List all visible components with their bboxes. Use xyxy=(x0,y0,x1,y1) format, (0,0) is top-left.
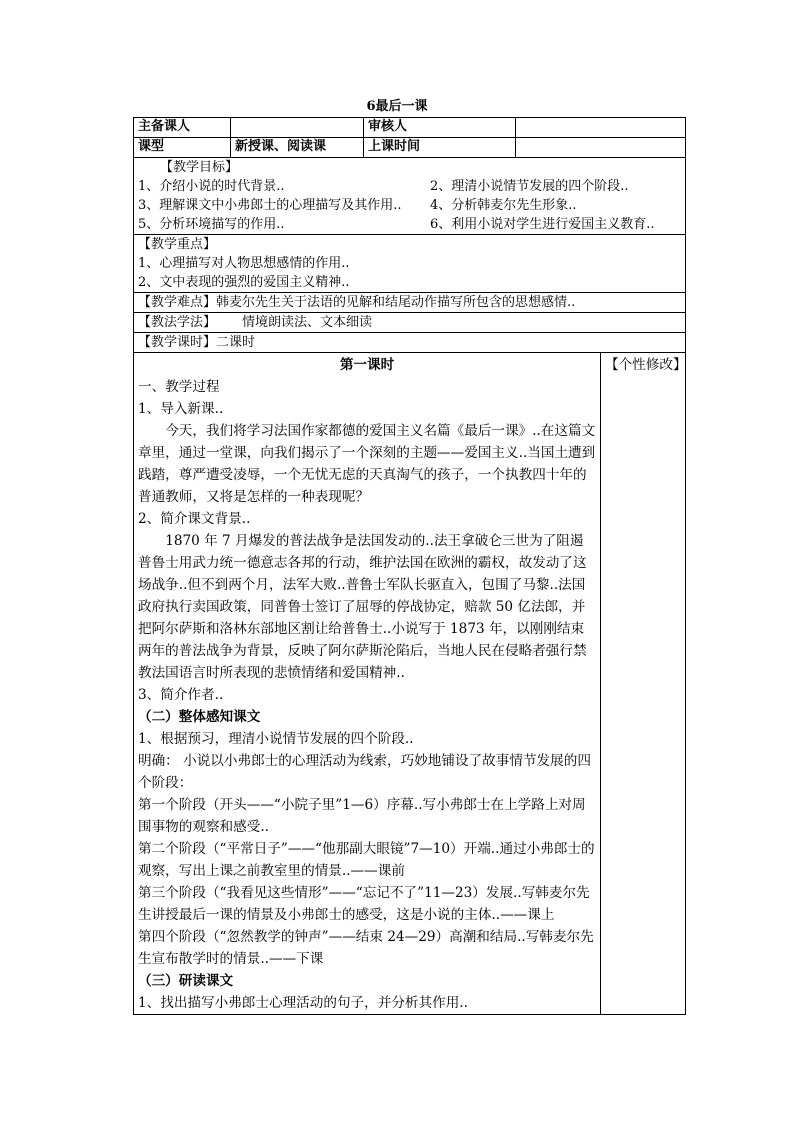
time-label: 上课时间 xyxy=(364,138,516,158)
lesson-heading: 第一课时 xyxy=(339,357,395,373)
time-value xyxy=(516,138,686,158)
section-title: 2、简介课文背景.. xyxy=(138,511,251,527)
methods-text: 情境朗读法、文本细读 xyxy=(242,315,373,330)
stage-paragraph: 第一个阶段（开头——“小院子里”1—6）序幕..写小弗郎士在上学路上对周围事物的观察和感受.. xyxy=(138,797,586,835)
section-title: 1、导入新课.. xyxy=(138,401,224,417)
document-title: 6最后一课 xyxy=(366,99,428,114)
methods-label: 【教法学法】 xyxy=(138,315,217,330)
hours-label: 【教学课时】 xyxy=(138,335,217,350)
paragraph: 1、根据预习，理清小说情节发展的四个阶段.. xyxy=(138,731,414,747)
stage-paragraph: 第二个阶段（“平常日子”——“他那副大眼镜”7—10）开端..通过小弗郎士的观察，写出上课之前教室里的情景..——课前 xyxy=(138,841,595,879)
key-point-item: 1、心理描写对人物思想感情的作用.. xyxy=(138,256,350,271)
hours-row xyxy=(134,333,686,353)
goal-item: 5、分析环境描写的作用.. xyxy=(138,217,285,232)
type-label: 课型 xyxy=(134,138,231,158)
preparer-value xyxy=(231,118,364,138)
hours-text: 二课时 xyxy=(216,335,256,350)
goals-heading: 【教学目标】 xyxy=(160,160,239,175)
stage-paragraph: 第四个阶段（“忽然教学的钟声”——结束 24—29）高潮和结局..写韩麦尔先生宣布散学时的情景..——下课 xyxy=(138,929,594,967)
stage-paragraph: 第三个阶段（“我看见这些情形”——“忘记不了”11—23）发展..写韩麦尔先生讲授最后一课的情景及小弗郎士的感受，这是小说的主体..——课上 xyxy=(138,885,590,923)
intro-paragraph: 今天，我们将学习法国作家都德的爱国主义名篇《最后一课》..在这篇文章里，通过一堂课，向我们揭示了一个深刻的主题——爱国主义..当国土遭到践踏，尊严遭受凌辱，一个无忧无虑的天真淘气的孩子，一个执教四十年的普通教师，又将是怎样的一种表现呢？ xyxy=(138,423,596,505)
difficulty-text: 韩麦尔先生关于法语的见解和结尾动作描写所包含的思想感情.. xyxy=(216,295,576,310)
type-value: 新授课、阅读课 xyxy=(231,138,364,158)
goals-section xyxy=(134,158,686,235)
key-point-item: 2、文中表现的强烈的爱国主义精神.. xyxy=(138,275,350,290)
paragraph: 1、找出描写小弗郎士心理活动的句子，并分析其作用.. xyxy=(138,995,468,1011)
difficulty-label: 【教学难点】 xyxy=(138,295,217,310)
background-paragraph: 1870 年 7 月爆发的普法战争是法国发动的..法王拿破仑三世为了阻遏普鲁士用武力统一德意志各邦的行动，维护法国在欧洲的霸权，故发动了这场战争..但不到两个月，法军大败..普鲁士军队长驱直入，包围了马黎..法国政府执行卖国政策，同普鲁士签订了屈辱的停战协定，赔款 50 亿法郎，并把阿尔萨斯和洛林东部地区割让给普鲁士..小说写于 1873 年，以刚刚结束两年的普法战争为背景，反映了阿尔萨斯沦陷后，当地人民在侵略者强行禁教法国语言时所表现的悲愤情绪和爱国精神.. xyxy=(138,533,587,681)
reviewer-value xyxy=(516,118,686,138)
part-heading: （三）研读课文 xyxy=(138,973,234,989)
process-heading: 一、教学过程 xyxy=(138,379,220,395)
goal-item: 2、理清小说情节发展的四个阶段.. xyxy=(430,179,629,194)
key-points-section xyxy=(134,235,686,293)
methods-row xyxy=(134,313,686,333)
paragraph: 明确： 小说以小弗郎士的心理活动为线索，巧妙地铺设了故事情节发展的四个阶段： xyxy=(138,753,591,791)
side-note: 【个性修改】 xyxy=(601,353,686,1015)
section-title: 3、简介作者.. xyxy=(138,687,224,703)
goal-item: 3、理解课文中小弗郎士的心理描写及其作用.. xyxy=(138,198,402,213)
part-heading: （二）整体感知课文 xyxy=(138,709,261,725)
lesson-plan-table xyxy=(133,117,686,1015)
lesson-content xyxy=(134,353,601,1015)
difficulty-row xyxy=(134,293,686,313)
goal-item: 6、利用小说对学生进行爱国主义教育.. xyxy=(430,217,655,232)
goal-item: 4、分析韩麦尔先生形象.. xyxy=(430,198,577,213)
key-points-heading: 【教学重点】 xyxy=(138,237,217,252)
goal-item: 1、介绍小说的时代背景.. xyxy=(138,179,285,194)
preparer-label: 主备课人 xyxy=(134,118,231,138)
reviewer-label: 审核人 xyxy=(364,118,516,138)
